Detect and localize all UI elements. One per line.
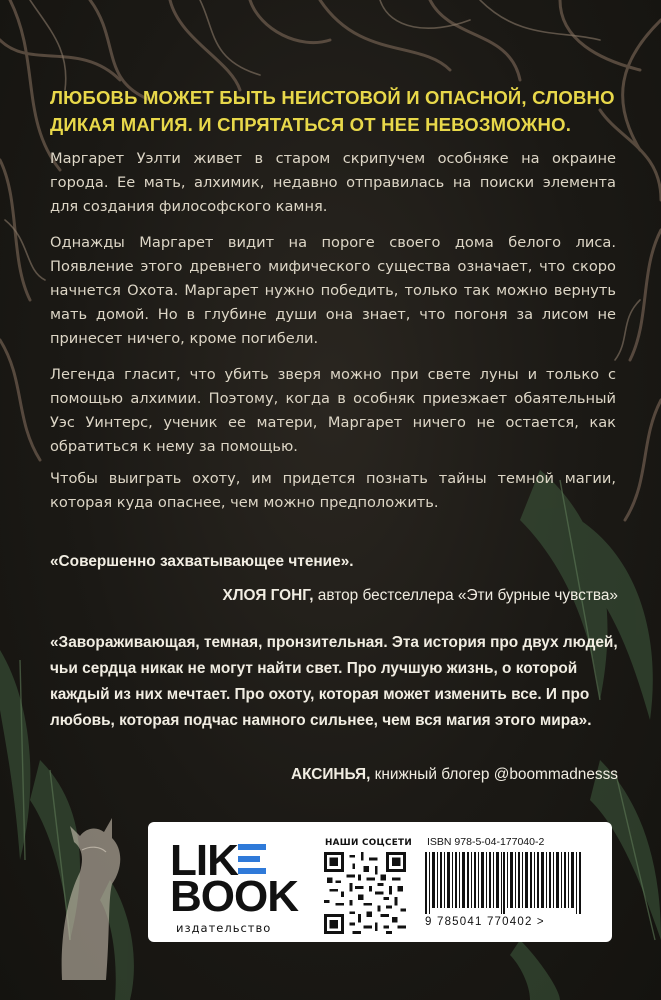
synopsis-paragraph-3: Легенда гласит, что убить зверя можно при свете луны и только с помощью алхимии. Поэтому, когда в особняк приезжает обаятельный Уэс Уинтерс, ученик ее матери, Маргарет ничего не остается, как обратиться к нему за помощью. xyxy=(50,366,616,455)
synopsis-paragraph-4: Чтобы выиграть охоту, им придется познать тайны темной магии, которая куда опаснее, чем можно предположить. xyxy=(50,470,616,511)
publisher-info-box xyxy=(148,822,612,942)
synopsis-paragraph-2: Однажды Маргарет видит на пороге своего дома белого лиса. Появление этого древнего мифического существа означает, что скоро начнется Охота. Маргарет нужно победить, только так можно вернуть мать домой. Но в глубине души она знает, что погоня за лисом не принесет ничего, кроме погибели. xyxy=(50,234,616,347)
qr-code-icon[interactable] xyxy=(324,852,406,934)
logo-bottom-text: BOOK xyxy=(170,872,298,921)
review-author-2 xyxy=(291,762,618,788)
review-author-1-desc: автор бестселлера «Эти бурные чувства» xyxy=(313,587,618,604)
synopsis-paragraph-1: Маргарет Уэлти живет в старом скрипучем особняке на окраине города. Ее мать, алхимик, недавно отправилась на поиски элемента для создания философского камня. xyxy=(50,150,616,215)
review-author-2-name: АКСИНЬЯ, xyxy=(290,766,371,783)
review-author-1-name: ХЛОЯ ГОНГ, xyxy=(222,587,314,604)
headline-line-1: ЛЮБОВЬ МОЖЕТ БЫТЬ НЕИСТОВОЙ И ОПАСНОЙ, СЛОВНО xyxy=(50,87,615,108)
social-label: НАШИ СОЦСЕТИ xyxy=(325,838,412,848)
review-author-2-desc: книжный блогер @boommadnesss xyxy=(370,766,618,783)
review-quote-2: «Завораживающая, темная, пронзительная. Эта история про двух людей, чьи сердца никак не могут найти свет. Про лучшую жизнь, о которой каждый из них мечтает. Про охоту, которая может изменить все. И про любовь, которая подчас намного сильнее, чем вся магия этого мира». xyxy=(50,634,618,729)
review-quote-1: «Совершенно захватывающее чтение». xyxy=(50,553,354,570)
barcode-icon xyxy=(425,852,583,914)
headline xyxy=(50,84,620,138)
likebook-logo xyxy=(170,836,300,935)
review-author-1 xyxy=(222,583,618,609)
logo-subtitle: издательство xyxy=(176,921,272,935)
isbn-text: ISBN 978-5-04-177040-2 xyxy=(427,836,545,848)
barcode-digits: 9 785041 770402 > xyxy=(425,916,545,928)
headline-line-2: ДИКАЯ МАГИЯ. И СПРЯТАТЬСЯ ОТ НЕЕ НЕВОЗМОЖНО. xyxy=(50,114,572,135)
logo-top-text: LIK xyxy=(170,836,238,885)
